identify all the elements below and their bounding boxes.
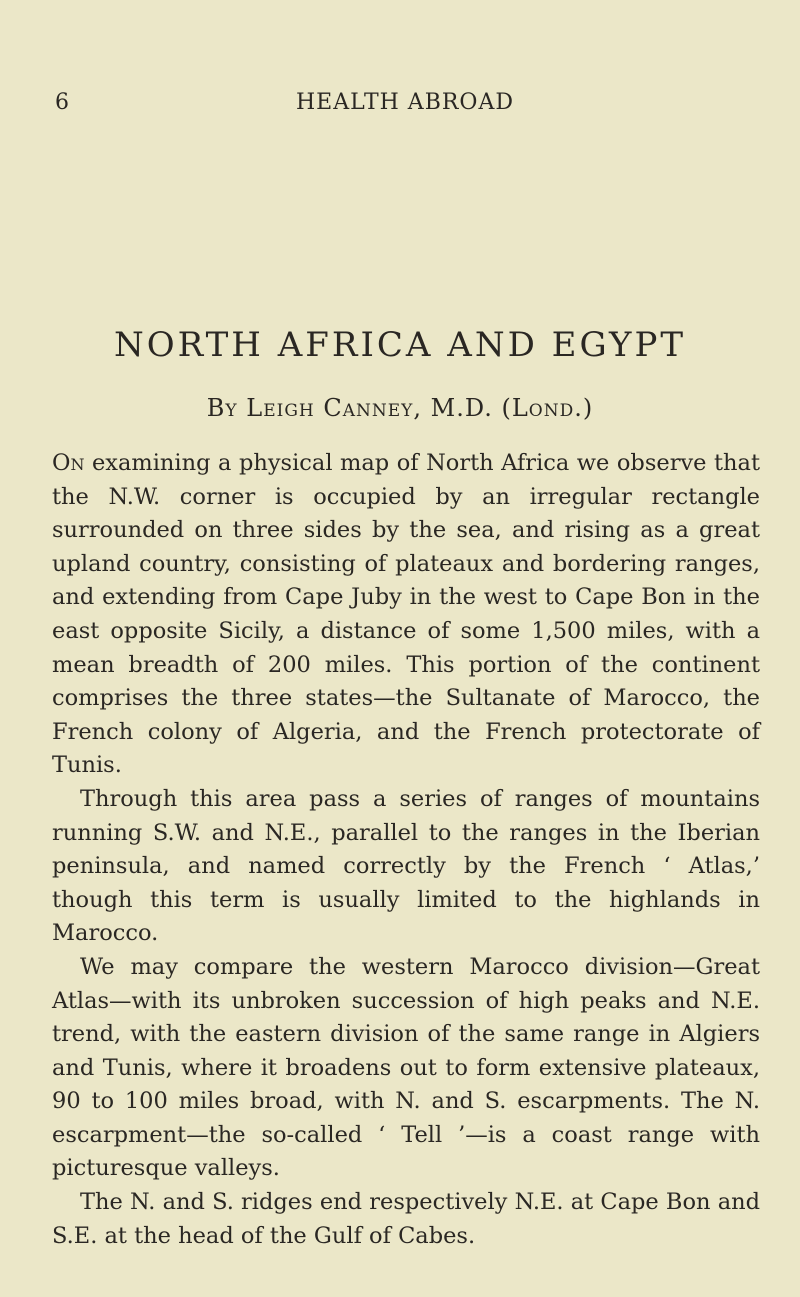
running-head bbox=[55, 85, 755, 121]
paragraph-lead: On bbox=[52, 450, 85, 476]
running-title: HEALTH ABROAD bbox=[296, 90, 514, 115]
paragraph-4: The N. and S. ridges end respectively N.E. at Cape Bon and S.E. at the head of the Gulf of Cabes. bbox=[52, 1189, 760, 1249]
article-title: NORTH AFRICA AND EGYPT bbox=[113, 325, 687, 365]
paragraph-3: We may compare the western Marocco division—Great Atlas—with its unbroken succession of high peaks and N.E. trend, with the eastern division of the same range in Algiers and Tunis, where it broadens out to form extensive plateaux, 90 to 100 miles broad, with N. and S. escarpments. The N. escarpment—the so-called ‘ Tell ’—is a coast range with picturesque valleys. bbox=[52, 953, 760, 1182]
paragraph-1 bbox=[52, 447, 760, 783]
paragraph-2: Through this area pass a series of ranges of mountains running S.W. and N.E., parallel to the ranges in the Iberian peninsula, and named correctly by the French ‘ Atlas,’ though this term is usually limited to the highlands in Marocco. bbox=[52, 785, 760, 947]
paragraph-text: examining a physical map of North Africa we observe that the N.W. corner is occupied by an irregular rectangle surrounded on three sides by the sea, and rising as a great upland country, consisting of plateaux and bordering ranges, and extending from Cape Juby in the west to Cape Bon in the east opposite Sicily, a distance of some 1,500 miles, with a mean breadth of 200 miles. This portion of the continent comprises the three states—the Sultanate of Marocco, the French colony of Algeria, and the French protectorate of Tunis. bbox=[52, 450, 760, 779]
byline: By Leigh Canney, M.D. (Lond.) bbox=[206, 394, 594, 422]
page-number: 6 bbox=[55, 90, 69, 115]
article-body bbox=[52, 447, 760, 1253]
